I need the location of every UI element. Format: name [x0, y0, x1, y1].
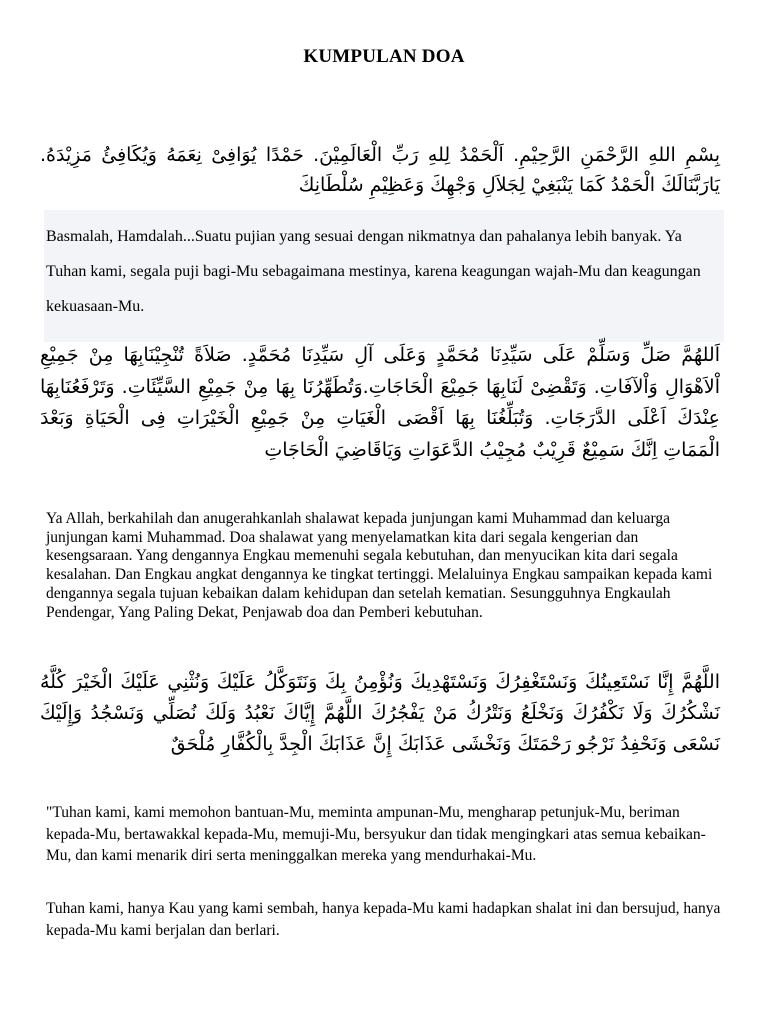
- translation-paragraph-1: Basmalah, Hamdalah...Suatu pujian yang sesuai dengan nikmatnya dan pahalanya lebih banyak. Ya Tuhan kami, segala puji bagi-Mu sebagaimana mestinya, karena keagungan wajah-Mu dan keagungan kekuasaan-Mu.: [46, 228, 701, 315]
- arabic-prayer-1: بِسْمِ اللهِ الرَّحْمَنِ الرَّحِيْمِ. اَلْحَمْدُ لِلهِ رَبِّ الْعَالَمِيْنَ. حَمْدًا يُوَافِىْ نِعَمَهُ وَيُكَافِئُ مَزِيْدَهُ. يَارَبَّنَالَكَ الْحَمْدُ كَمَا يَنْبَغِيْ لِجَلاَلِ وَجْهِكَ وَعَظِيْمِ سُلْطَانِكَ: [40, 144, 720, 196]
- translation-paragraph-2: Ya Allah, berkahilah dan anugerahkanlah shalawat kepada junjungan kami Muhammad dan keluarga junjungan kami Muhammad. Doa shalawat yang menyelamatkan kita dari segala kengerian dan kesengsaraan. Yang dengannya Engkau memenuhi segala kebutuhan, dan menyucikan kita dari segala kesalahan. Dan Engkau angkat dengannya ke tingkat tertinggi. Melaluinya Engkau sampaikan kepada kami dengannya segala tujuan kebaikan dalam kehidupan dan setelah kematian. Sesungguhnya Engkaulah Pendengar, Yang Paling Dekat, Penjawab doa dan Pemberi kebutuhan.: [46, 510, 713, 621]
- translation-paragraph-4: Tuhan kami, hanya Kau yang kami sembah, hanya kepada-Mu kami hadapkan shalat ini dan bersujud, hanya kepada-Mu kami berjalan dan berlari.: [46, 900, 721, 939]
- arabic-prayer-3: اللَّهُمَّ إِنَّا نَسْتَعِينُكَ وَنَسْتَغْفِرُكَ وَنَسْتَهْدِيكَ وَنُؤْمِنُ بِكَ وَنَتَوَكَّلُ عَلَيْكَ وَنُثْنِي عَلَيْكَ الْخَيْرَ كُلَّهُ نَشْكُرُكَ وَلَا نَكْفُرُكَ وَنَخْلَعُ وَنَتْرُكُ مَنْ يَفْجُرُكَ اللَّهُمَّ إِيَّاكَ نَعْبُدُ وَلَكَ نُصَلِّي وَنَسْجُدُ وَإِلَيْكَ نَسْعَى وَنَحْفِدُ نَرْجُو رَحْمَتَكَ وَنَخْشَى عَذَابَكَ إِنَّ عَذَابَكَ الْجِدَّ بِالْكُفَّارِ مُلْحَقٌ: [40, 671, 720, 755]
- page-title: KUMPULAN DOA: [303, 46, 465, 67]
- translation-paragraph-3: "Tuhan kami, kami memohon bantuan-Mu, meminta ampunan-Mu, mengharap petunjuk-Mu, beriman kepada-Mu, bertawakkal kepada-Mu, memuji-Mu, bersyukur dan tidak mengingkari atas semua kebaikan-Mu, dan kami menarik diri serta meninggalkan mereka yang mendurhakai-Mu.: [46, 804, 706, 864]
- arabic-prayer-2: اَللهُمَّ صَلِّ وَسَلِّمْ عَلَى سَيِّدِنَا مُحَمَّدٍ وَعَلَى آلِ سَيِّدِنَا مُحَمَّدٍ. صَلاَةً تُنْجِيْنَابِهَا مِنْ جَمِيْعِ اْلاَهْوَالِ وَاْلآفَاتِ. وَتَقْضِىْ لَنَابِهَا جَمِيْعَ الْحَاجَاتِ.وَتُطَهِّرُنَا بِهَا مِنْ جَمِيْعِ السَّيِّئَاتِ. وَتَرْفَعُنَابِهَا عِنْدَكَ اَعْلَى الدَّرَجَاتِ. وَتُبَلِّغُنَا بِهَا اَقْصَى الْغَيَاتِ مِنْ جَمِيْعِ الْخَيْرَاتِ فِى الْحَيَاةِ وَبَعْدَ الْمَمَاتِ اِنَّكَ سَمِيْعٌ قَرِيْبٌ مُجِيْبُ الدَّعَوَاتِ وَيَاقَاضِيَ الْحَاجَاتِ: [40, 344, 720, 461]
